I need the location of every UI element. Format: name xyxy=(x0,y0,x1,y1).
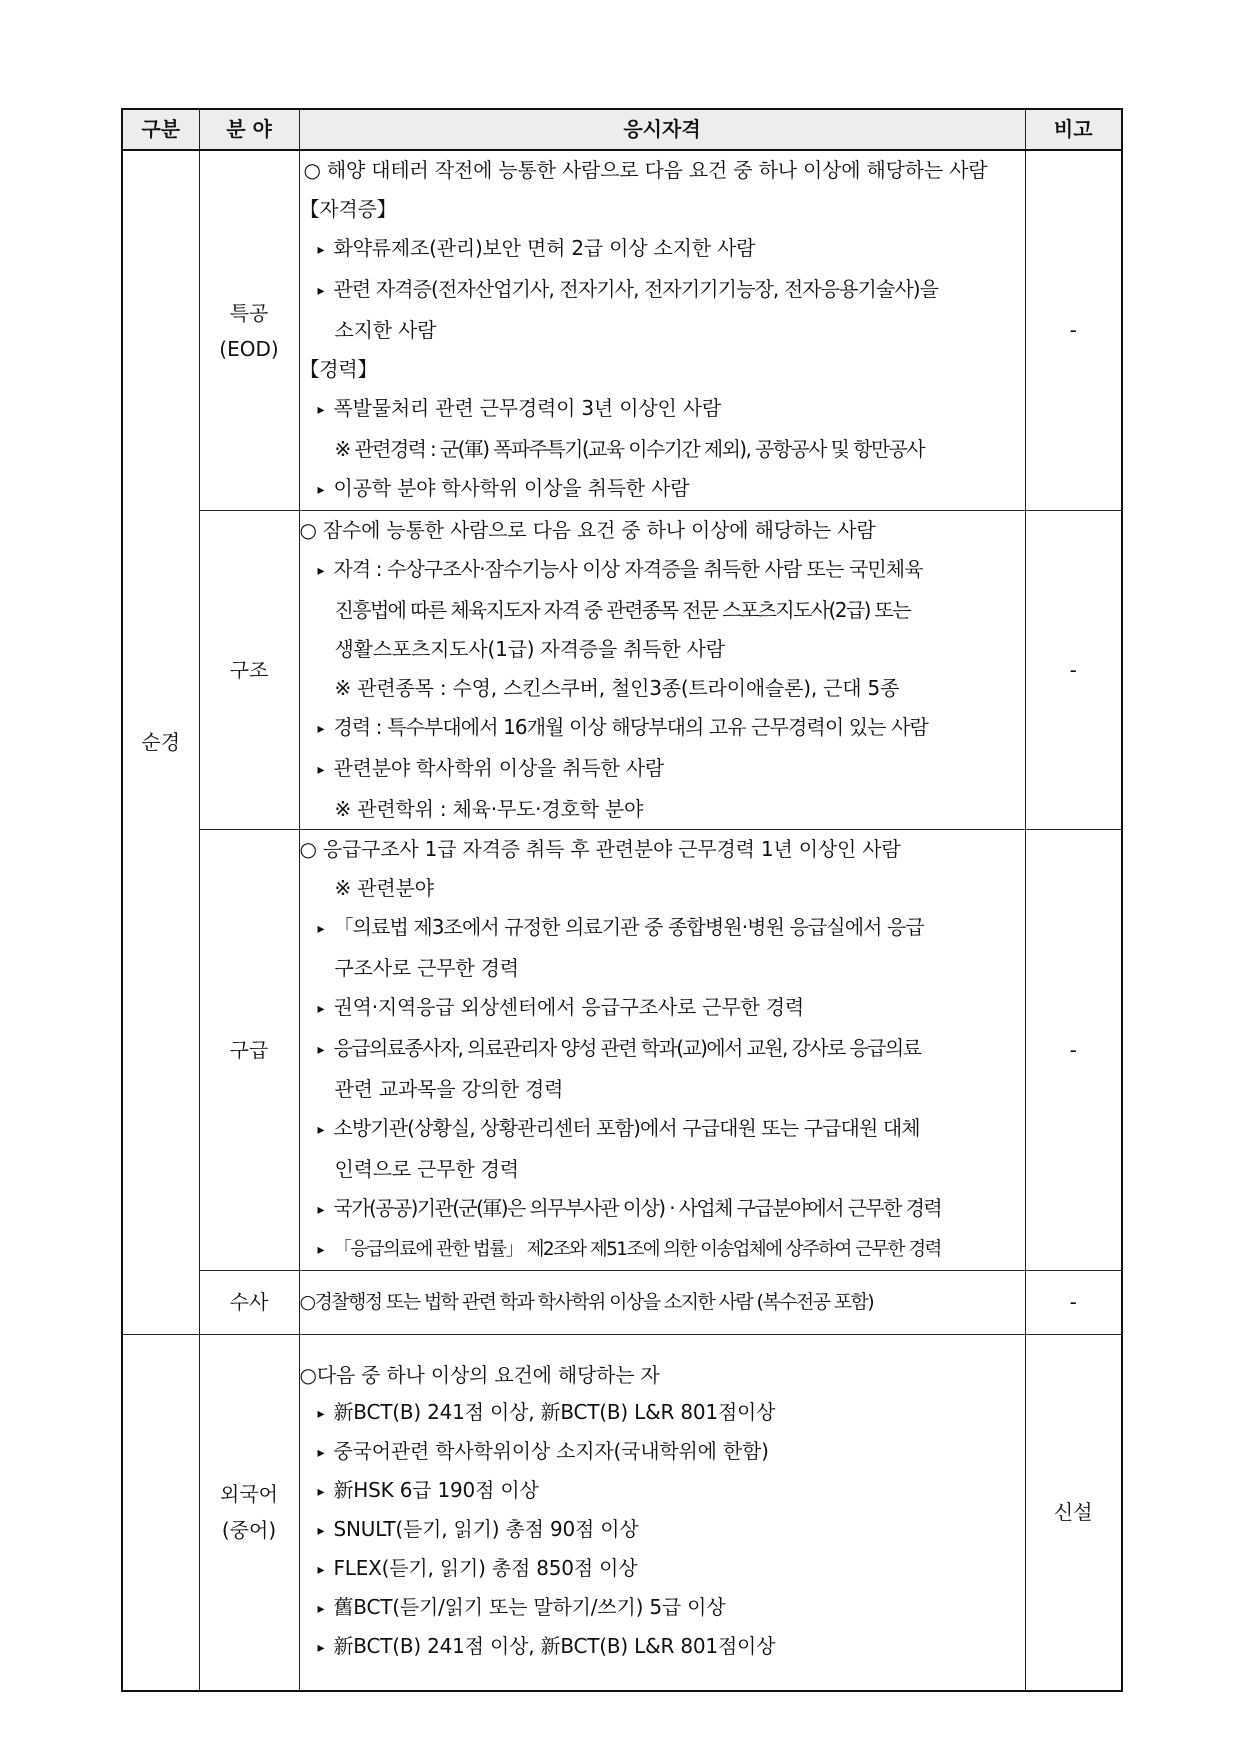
section-heading: 【자격증】 xyxy=(299,197,397,221)
category-cell: 순경 xyxy=(122,150,199,1335)
header-field: 분 야 xyxy=(199,109,299,150)
header-row xyxy=(122,109,1122,150)
list-item: ▸ 폭발물처리 관련 근무경력이 3년 이상인 사람 xyxy=(300,389,1025,430)
bullet-icon: ▸ xyxy=(317,1640,325,1657)
qualification-cell xyxy=(299,1271,1025,1335)
list-item-continuation: 생활스포츠지도사(1급) 자격증을 취득한 사람 xyxy=(334,637,725,661)
qualification-line: ○경찰행정 또는 법학 관련 학과 학사학위 이상을 소지한 사람 (복수전공 포함) xyxy=(299,1291,874,1313)
field-cell: 수사 xyxy=(199,1271,299,1335)
field-label: 외국어 xyxy=(220,1482,278,1507)
table-row xyxy=(122,511,1122,830)
bullet-icon: ▸ xyxy=(317,283,324,299)
list-item: ▸ 「응급의료에 관한 법률」 제2조와 제51조에 의한 이송업체에 상주하여 근무한 경력 xyxy=(300,1230,1025,1270)
field-label: 특공 xyxy=(229,300,269,325)
list-item: ▸ 국가(공공)기관(군(軍)은 의무부사관 이상) · 사업체 구급분야에서 근무한 경력 xyxy=(300,1189,1025,1230)
bullet-icon: ▸ xyxy=(317,1484,325,1501)
list-item: ▸ 화약류제조(관리)보안 면허 2급 이상 소지한 사람 xyxy=(300,229,1025,270)
list-item: ▸ 新BCT(B) 241점 이상, 新BCT(B) L&R 801점이상 xyxy=(300,1394,1025,1433)
bullet-icon: ▸ xyxy=(317,1601,325,1618)
field-label: (EOD) xyxy=(219,336,279,361)
note-cell: 신설 xyxy=(1025,1335,1122,1691)
list-item: ▸ 舊BCT(듣기/읽기 또는 말하기/쓰기) 5급 이상 xyxy=(300,1589,1025,1628)
note-cell: - xyxy=(1025,150,1122,511)
bullet-icon: ▸ xyxy=(317,482,325,498)
list-item: ▸ 이공학 분야 학사학위 이상을 취득한 사람 xyxy=(300,469,1025,510)
qualification-line: ○ 잠수에 능통한 사람으로 다음 요건 중 하나 이상에 해당하는 사람 xyxy=(299,518,876,542)
list-item: ▸ 경력 : 특수부대에서 16개월 이상 해당부대의 고유 근무경력이 있는 사람 xyxy=(300,708,1025,749)
qualification-cell xyxy=(299,1335,1025,1691)
bullet-icon: ▸ xyxy=(317,1202,323,1218)
field-cell xyxy=(199,150,299,511)
bullet-icon: ▸ xyxy=(317,1445,325,1462)
table-row xyxy=(122,830,1122,1271)
bullet-icon: ▸ xyxy=(317,402,325,418)
qualification-table xyxy=(121,108,1123,1692)
table-row xyxy=(122,1271,1122,1335)
list-item: ▸ FLEX(듣기, 읽기) 총점 850점 이상 xyxy=(300,1550,1025,1589)
qualification-line: ○ 해양 대테러 작전에 능통한 사람으로 다음 요건 중 하나 이상에 해당하는 사람 xyxy=(303,158,988,182)
field-cell: 구조 xyxy=(199,511,299,830)
note-cell: - xyxy=(1025,1271,1122,1335)
bullet-icon: ▸ xyxy=(317,721,324,737)
list-item-continuation: 인력으로 근무한 경력 xyxy=(334,1157,519,1181)
note-line: ※ 관련경력 : 군(軍) 폭파주특기(교육 이수기간 제외), 공항공사 및 항만공사 xyxy=(334,437,925,461)
header-note: 비고 xyxy=(1025,109,1122,150)
note-line: ※ 관련학위 : 체육·무도·경호학 분야 xyxy=(334,797,644,821)
list-item: ▸ 소방기관(상황실, 상황관리센터 포함)에서 구급대원 또는 구급대원 대체 xyxy=(300,1109,1025,1150)
field-label: (중어) xyxy=(221,1518,277,1543)
bullet-icon: ▸ xyxy=(317,762,325,778)
list-item: ▸ 권역·지역응급 외상센터에서 응급구조사로 근무한 경력 xyxy=(300,988,1025,1029)
note-line: ※ 관련종목 : 수영, 스킨스쿠버, 철인3종(트라이애슬론), 근대 5종 xyxy=(334,676,900,700)
qualification-cell xyxy=(299,830,1025,1271)
table-row xyxy=(122,1335,1122,1691)
list-item: ▸ 新HSK 6급 190점 이상 xyxy=(300,1472,1025,1511)
list-item: ▸ 관련분야 학사학위 이상을 취득한 사람 xyxy=(300,749,1025,790)
list-item: ▸ 新BCT(B) 241점 이상, 新BCT(B) L&R 801점이상 xyxy=(300,1628,1025,1667)
list-item-continuation: 구조사로 근무한 경력 xyxy=(334,956,519,980)
bullet-icon: ▸ xyxy=(317,563,324,579)
bullet-icon: ▸ xyxy=(317,1523,325,1540)
bullet-icon: ▸ xyxy=(317,1042,323,1058)
list-item: ▸ 관련 자격증(전자산업기사, 전자기사, 전자기기기능장, 전자응용기술사)을 xyxy=(300,270,1025,311)
bullet-icon: ▸ xyxy=(317,1242,323,1258)
list-item-continuation: 진흥법에 따른 체육지도자 자격 중 관련종목 전문 스포츠지도사(2급) 또는 xyxy=(334,598,910,622)
field-cell xyxy=(199,1335,299,1691)
qualification-line: ○ 응급구조사 1급 자격증 취득 후 관련분야 근무경력 1년 이상인 사람 xyxy=(299,837,901,861)
bullet-icon: ▸ xyxy=(317,1122,324,1138)
bullet-icon: ▸ xyxy=(317,1001,325,1017)
note-line: ※ 관련분야 xyxy=(334,876,434,900)
bullet-icon: ▸ xyxy=(317,921,324,937)
field-cell: 구급 xyxy=(199,830,299,1271)
note-cell: - xyxy=(1025,830,1122,1271)
bullet-icon: ▸ xyxy=(317,1406,325,1423)
qualification-cell xyxy=(299,511,1025,830)
qualification-line: ○다음 중 하나 이상의 요건에 해당하는 자 xyxy=(299,1363,660,1388)
list-item: ▸ 중국어관련 학사학위이상 소지자(국내학위에 한함) xyxy=(300,1433,1025,1472)
qualification-cell xyxy=(299,150,1025,511)
section-heading: 【경력】 xyxy=(299,357,378,381)
header-category: 구분 xyxy=(122,109,199,150)
list-item: ▸ 자격 : 수상구조사·잠수기능사 이상 자격증을 취득한 사람 또는 국민체육 xyxy=(300,550,1025,591)
list-item: ▸ SNULT(듣기, 읽기) 총점 90점 이상 xyxy=(300,1511,1025,1550)
list-item-continuation: 관련 교과목을 강의한 경력 xyxy=(334,1077,564,1101)
note-cell: - xyxy=(1025,511,1122,830)
header-qualification: 응시자격 xyxy=(299,109,1025,150)
list-item-continuation: 소지한 사람 xyxy=(334,318,437,342)
category-cell-empty xyxy=(122,1335,199,1691)
table-row xyxy=(122,150,1122,511)
bullet-icon: ▸ xyxy=(317,242,325,258)
list-item: ▸ 응급의료종사자, 의료관리자 양성 관련 학과(교)에서 교원, 강사로 응급의료 xyxy=(300,1029,1025,1070)
list-item: ▸ 「의료법 제3조에서 규정한 의료기관 중 종합병원·병원 응급실에서 응급 xyxy=(300,908,1025,949)
bullet-icon: ▸ xyxy=(317,1562,325,1579)
